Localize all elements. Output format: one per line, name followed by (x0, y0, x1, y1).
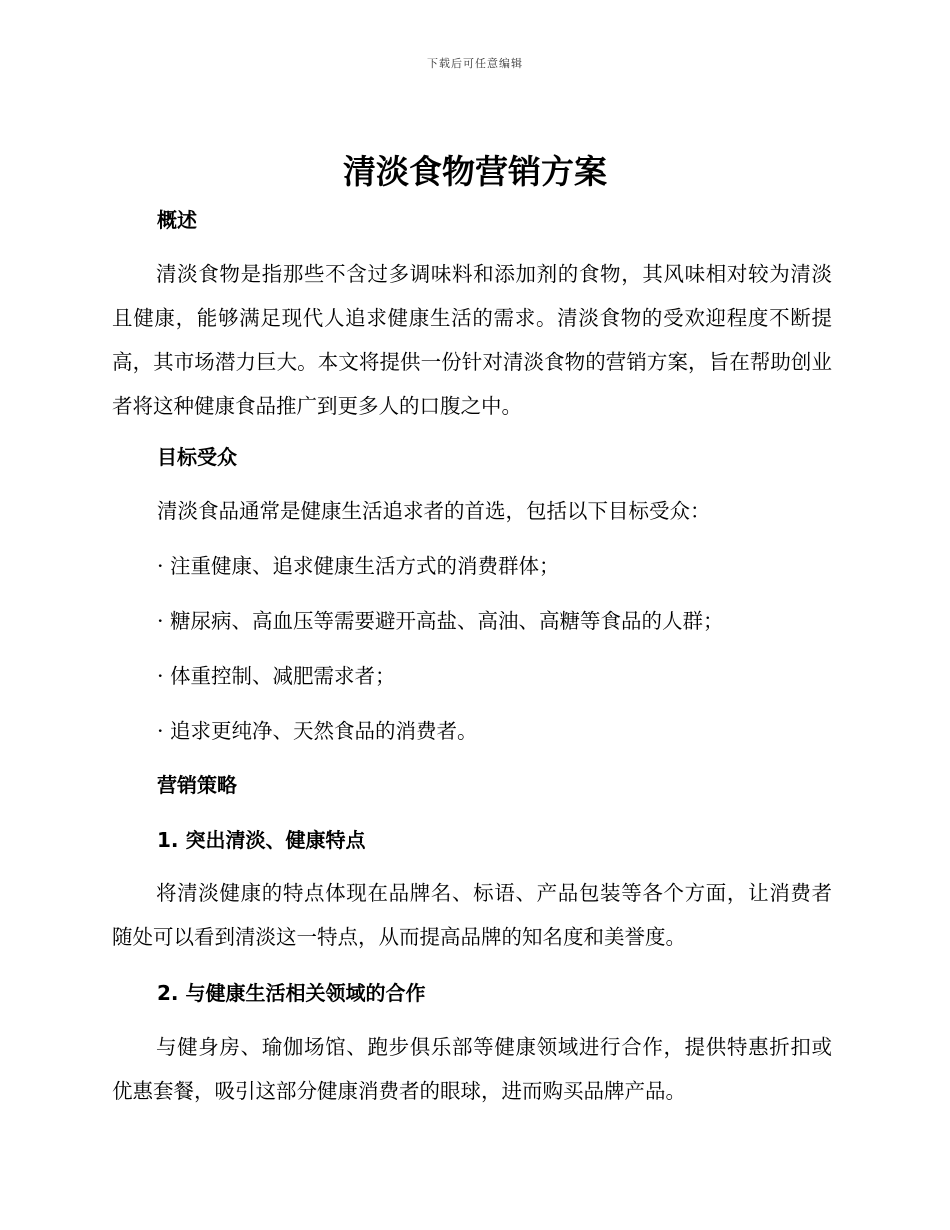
strategy-paragraph-2: 与健身房、瑜伽场馆、跑步俱乐部等健康领域进行合作，提供特惠折扣或优惠套餐，吸引这部分健康消费者的眼球，进而购买品牌产品。 (112, 1035, 832, 1103)
audience-intro: 清淡食品通常是健康生活追求者的首选，包括以下目标受众： (157, 499, 711, 523)
audience-heading: 目标受众 (157, 445, 237, 469)
audience-bullet: · 体重控制、减肥需求者； (157, 664, 396, 688)
strategy-heading: 营销策略 (157, 773, 237, 797)
header-note: 下载后可任意编辑 (427, 57, 523, 70)
strategy-paragraph-1: 将清淡健康的特点体现在品牌名、标语、产品包装等各个方面，让消费者随处可以看到清淡这一特点，从而提高品牌的知名度和美誉度。 (112, 881, 832, 949)
audience-bullet: · 追求更纯净、天然食品的消费者。 (157, 719, 478, 743)
overview-paragraph: 清淡食物是指那些不含过多调味料和添加剂的食物，其风味相对较为清淡且健康，能够满足现代人追求健康生活的需求。清淡食物的受欢迎程度不断提高，其市场潜力巨大。本文将提供一份针对清淡食物的营销方案，旨在帮助创业者将这种健康食品推广到更多人的口腹之中。 (112, 262, 832, 418)
audience-bullet: · 糖尿病、高血压等需要避开高盐、高油、高糖等食品的人群； (157, 609, 724, 633)
strategy-subheading-2: 2. 与健康生活相关领域的合作 (157, 981, 426, 1005)
audience-bullet: · 注重健康、追求健康生活方式的消费群体； (157, 554, 560, 578)
document-title: 清淡食物营销方案 (343, 152, 607, 191)
strategy-subheading-1: 1. 突出清淡、健康特点 (157, 828, 366, 852)
overview-heading: 概述 (157, 208, 197, 232)
